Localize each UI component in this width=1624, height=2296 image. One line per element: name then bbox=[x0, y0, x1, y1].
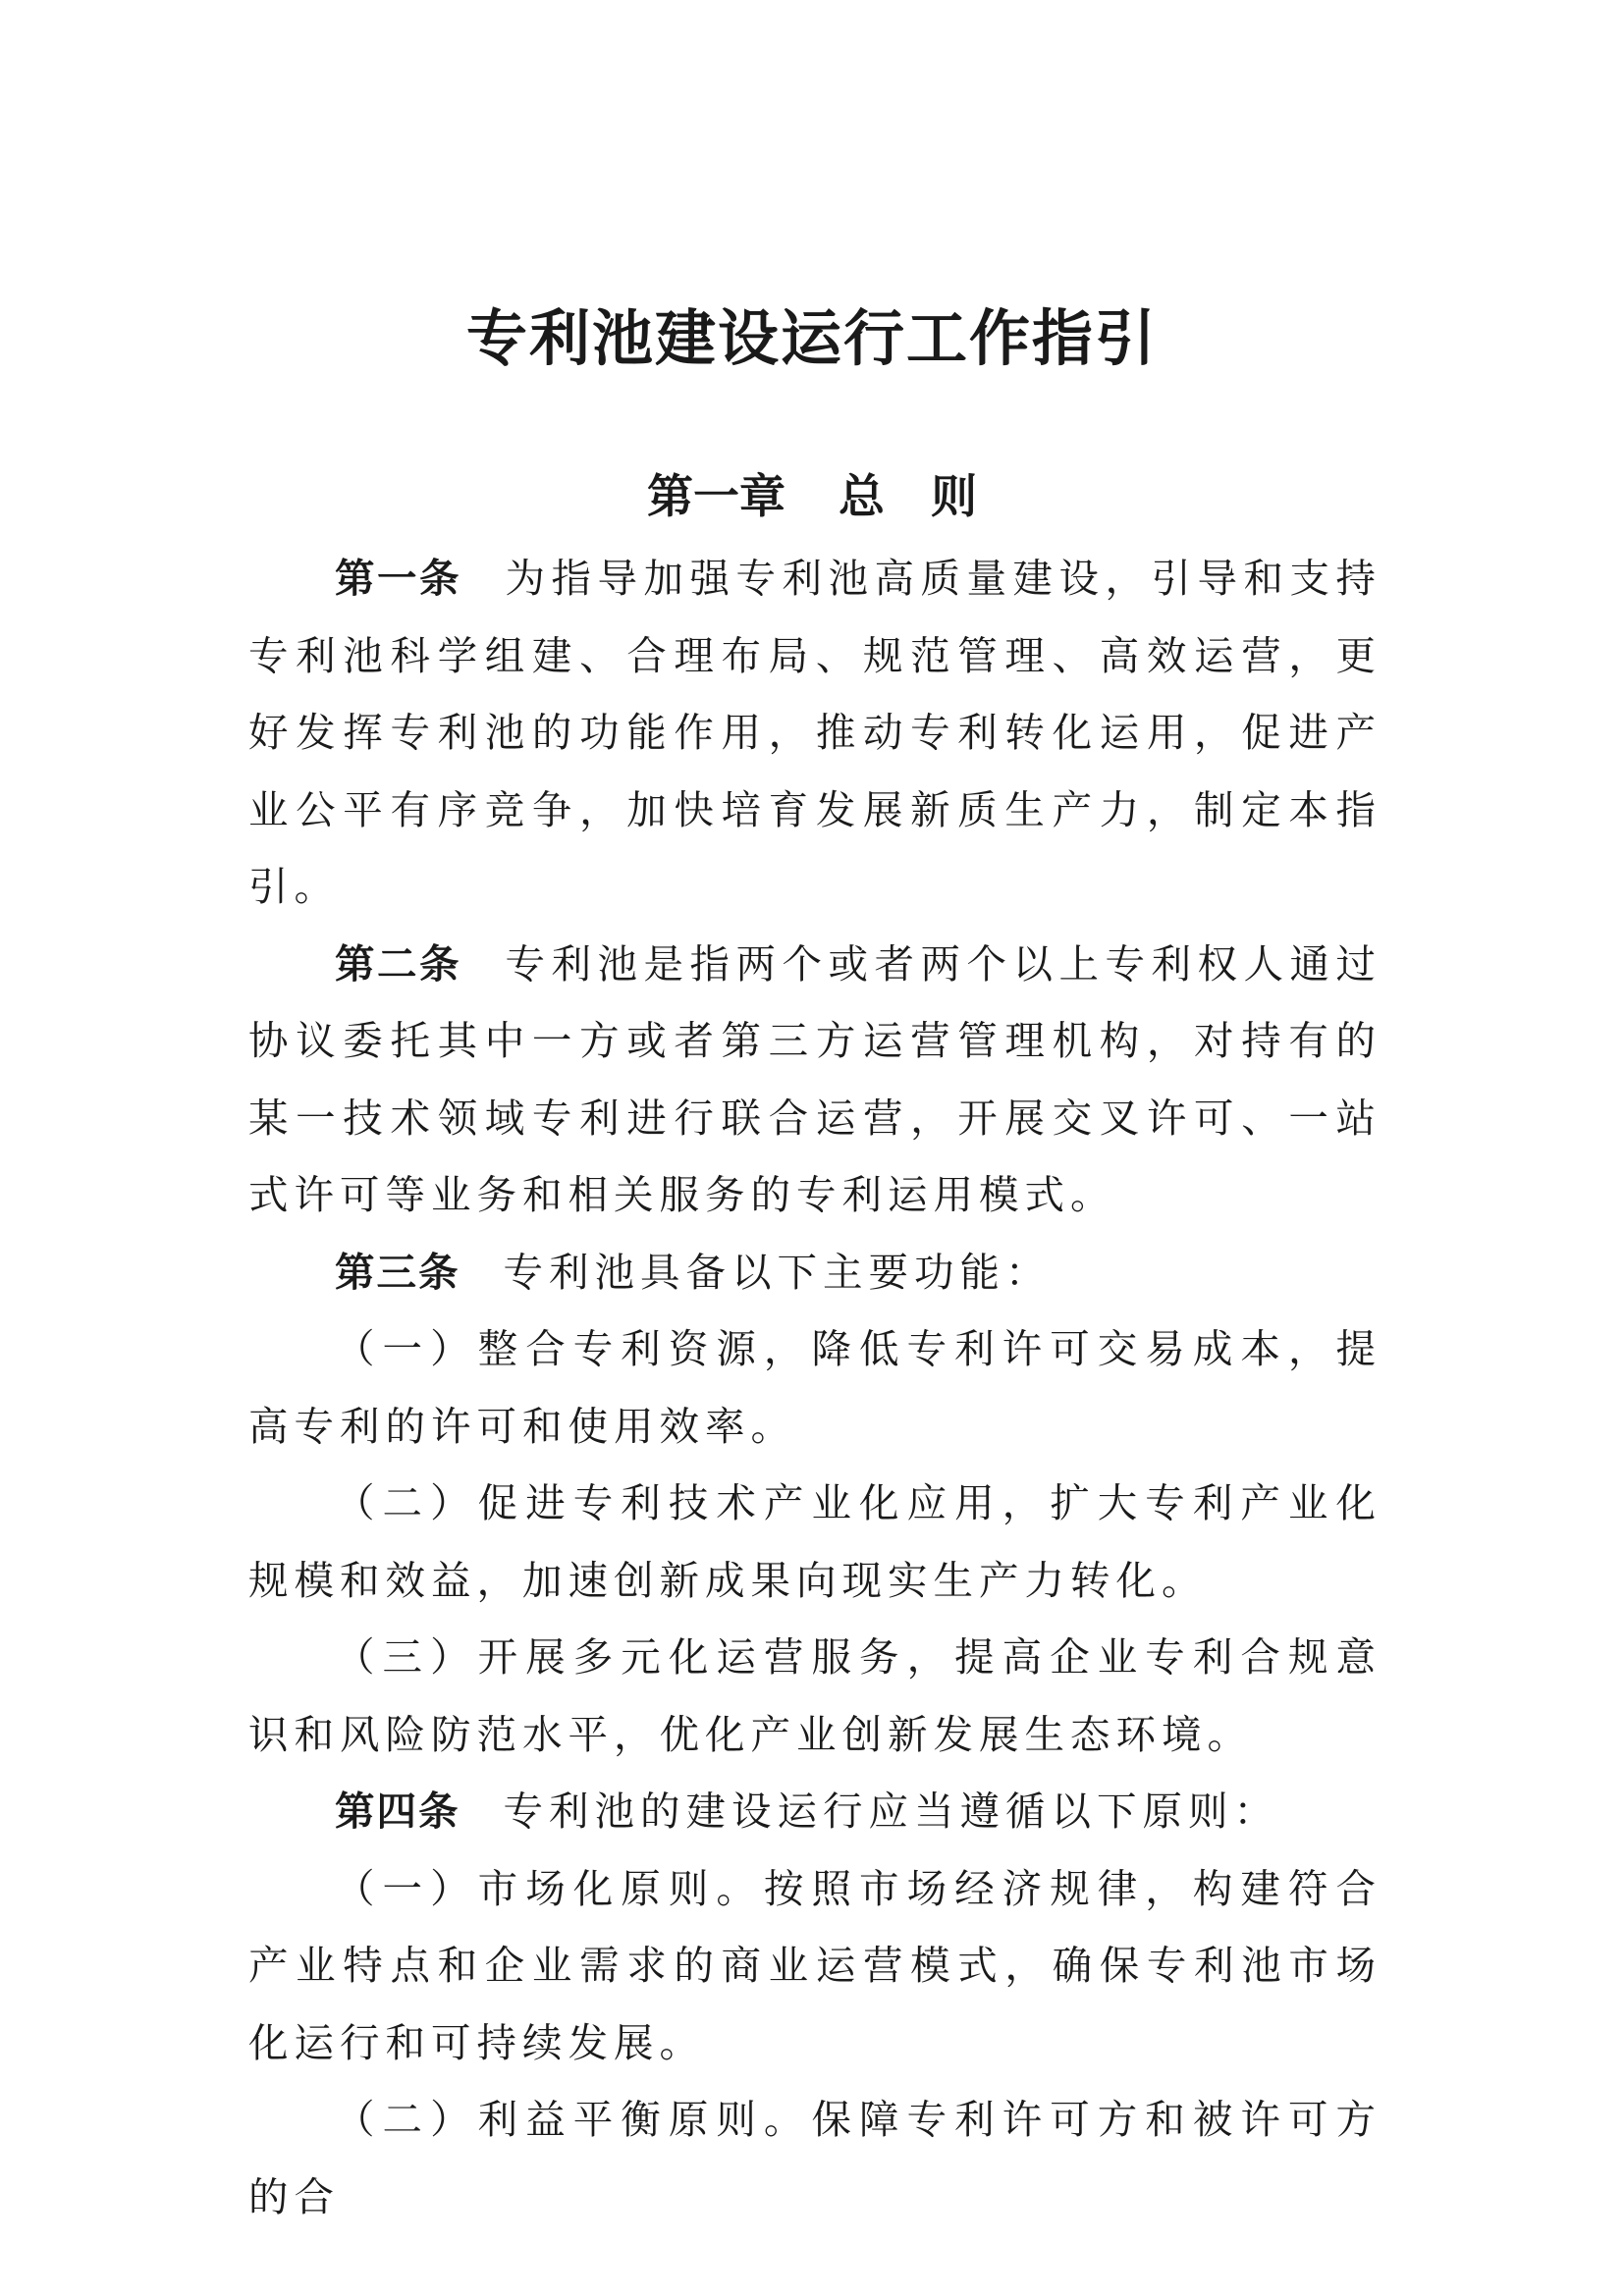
paragraph-text: （二）促进专利技术产业化应用，扩大专利产业化规模和效益，加速创新成果向现实生产力转化。 bbox=[248, 1479, 1381, 1604]
paragraph-text: （一）整合专利资源，降低专利许可交易成本，提高专利的许可和使用效率。 bbox=[248, 1325, 1381, 1450]
paragraph-text: （三）开展多元化运营服务，提高企业专利合规意识和风险防范水平，优化产业创新发展生态环境。 bbox=[248, 1633, 1381, 1758]
chapter-number: 第一章 bbox=[647, 470, 785, 524]
chapter-heading bbox=[0, 463, 1624, 532]
article-label: 第四条 bbox=[335, 1788, 460, 1835]
paragraph bbox=[248, 1234, 1381, 1311]
document-body bbox=[248, 540, 1381, 2235]
paragraph-text: （一）市场化原则。按照市场经济规律，构建符合产业特点和企业需求的商业运营模式，确保专利池市场化运行和可持续发展。 bbox=[248, 1864, 1381, 2066]
paragraph bbox=[248, 1773, 1381, 1850]
paragraph-text: 专利池具备以下主要功能： bbox=[503, 1248, 1052, 1296]
article-label: 第三条 bbox=[335, 1248, 460, 1296]
paragraph bbox=[248, 540, 1381, 926]
paragraph bbox=[248, 926, 1381, 1234]
paragraph bbox=[248, 1465, 1381, 1619]
paragraph-text: 为指导加强专利池高质量建设，引导和支持专利池科学组建、合理布局、规范管理、高效运营，更好发挥专利池的功能作用，推动专利转化运用，促进产业公平有序竞争，加快培育发展新质生产力，制定本指引。 bbox=[248, 555, 1381, 910]
document-title: 专利池建设运行工作指引 bbox=[465, 302, 1158, 374]
chapter-name: 总 则 bbox=[839, 470, 977, 524]
paragraph-text: 专利池是指两个或者两个以上专利权人通过协议委托其中一方或者第三方运营管理机构，对持有的某一技术领域专利进行联合运营，开展交叉许可、一站式许可等业务和相关服务的专利运用模式。 bbox=[248, 939, 1381, 1218]
paragraph bbox=[248, 2081, 1381, 2235]
article-label: 第一条 bbox=[335, 555, 461, 602]
paragraph bbox=[248, 1310, 1381, 1465]
article-label: 第二条 bbox=[335, 939, 461, 988]
paragraph bbox=[248, 1619, 1381, 1773]
paragraph-text: 专利池的建设运行应当遵循以下原则： bbox=[503, 1788, 1279, 1835]
paragraph-text: （二）利益平衡原则。保障专利许可方和被许可方的合 bbox=[248, 2096, 1381, 2220]
paragraph bbox=[248, 1850, 1381, 2082]
